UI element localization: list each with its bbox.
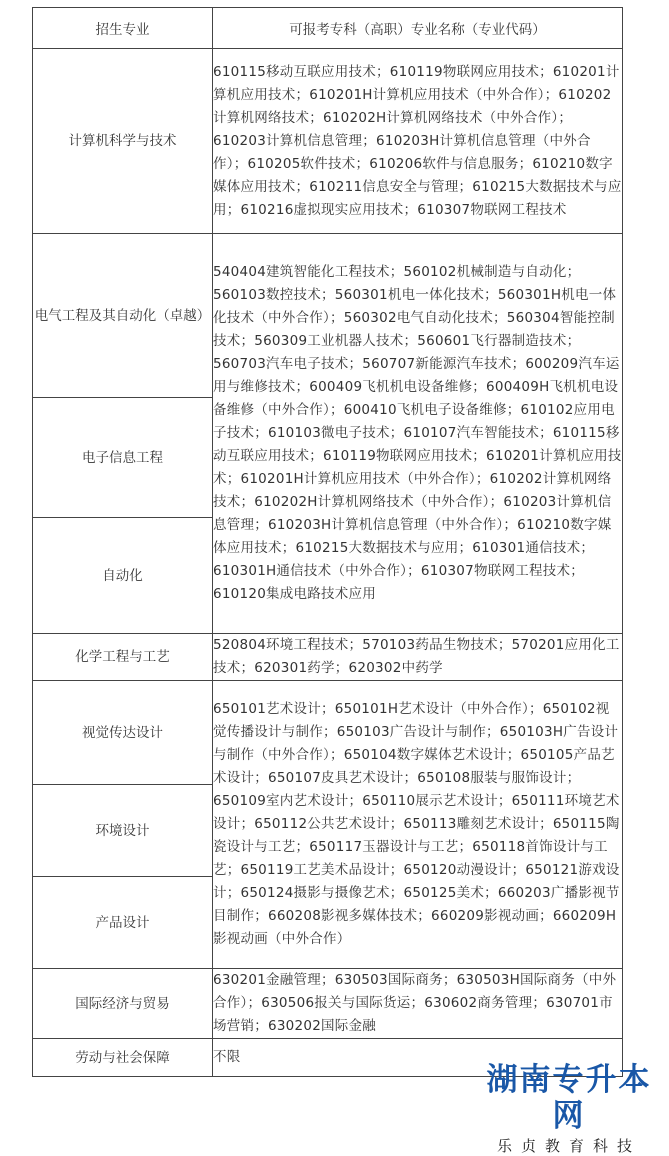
table-header-row xyxy=(33,8,623,49)
brand-subtitle: 乐贞教育科技 xyxy=(496,1137,641,1155)
eligible-majors-cell: 不限 xyxy=(213,1039,623,1077)
major-cell: 电子信息工程 xyxy=(33,398,213,518)
table-row xyxy=(33,234,623,398)
major-cell: 化学工程与工艺 xyxy=(33,634,213,681)
major-cell: 电气工程及其自动化（卓越） xyxy=(33,234,213,398)
major-cell: 环境设计 xyxy=(33,785,213,877)
header-eligible-majors: 可报考专科（高职）专业名称（专业代码） xyxy=(213,8,623,49)
eligible-majors-cell: 540404建筑智能化工程技术；560102机械制造与自动化；560103数控技术；560301机电一体化技术；560301H机电一体化技术（中外合作）；560302电气自动化技术；560304智能控制技术；560309工业机器人技术；560601飞行器制造技术；560703汽车电子技术；560707新能源汽车技术；600209汽车运用与维修技术；600409飞机机电设备维修；600409H飞机机电设备维修（中外合作）；600410飞机电子设备维修；610102应用电子技术；610103微电子技术；610107汽车智能技术；610115移动互联应用技术；610119物联网应用技术；610201计算机应用技术；610201H计算机应用技术（中外合作）；610202计算机网络技术；610202H计算机网络技术（中外合作）；610203计算机信息管理；610203H计算机信息管理（中外合作）；610210数字媒体应用技术；610215大数据技术与应用；610301通信技术；610301H通信技术（中外合作）；610307物联网工程技术；610120集成电路技术应用 xyxy=(213,234,623,634)
eligible-majors-cell: 650101艺术设计；650101H艺术设计（中外合作）；650102视觉传播设计与制作；650103广告设计与制作；650103H广告设计与制作（中外合作）；650104数字媒体艺术设计；650105产品艺术设计；650107皮具艺术设计；650108服装与服饰设计；650109室内艺术设计；650110展示艺术设计；650111环境艺术设计；650112公共艺术设计；650113雕刻艺术设计；650115陶瓷设计与工艺；650117玉器设计与工艺；650118首饰设计与工艺；650119工艺美术品设计；650120动漫设计；650121游戏设计；650124摄影与摄像艺术；650125美术；660203广播影视节目制作；660208影视多媒体技术；660209影视动画；660209H影视动画（中外合作） xyxy=(213,681,623,969)
header-enrollment-major: 招生专业 xyxy=(33,8,213,49)
major-cell: 计算机科学与技术 xyxy=(33,49,213,234)
major-cell: 劳动与社会保障 xyxy=(33,1039,213,1077)
majors-table xyxy=(32,7,623,1077)
eligible-majors-cell: 630201金融管理；630503国际商务；630503H国际商务（中外合作）；630506报关与国际货运；630602商务管理；630701市场营销；630202国际金融 xyxy=(213,969,623,1039)
brand-logo xyxy=(472,1062,666,1156)
table-row xyxy=(33,634,623,681)
eligible-majors-cell: 610115移动互联应用技术；610119物联网应用技术；610201计算机应用技术；610201H计算机应用技术（中外合作）；610202计算机网络技术；610202H计算机网络技术（中外合作）；610203计算机信息管理；610203H计算机信息管理（中外合作）；610205软件技术；610206软件与信息服务；610210数字媒体应用技术；610211信息安全与管理；610215大数据技术与应用；610216虚拟现实应用技术；610307物联网工程技术 xyxy=(213,49,623,234)
brand-title: 湖南专升本网 xyxy=(486,1062,652,1134)
eligible-majors-cell: 520804环境工程技术；570103药品生物技术；570201应用化工技术；620301药学；620302中药学 xyxy=(213,634,623,681)
major-cell: 国际经济与贸易 xyxy=(33,969,213,1039)
table-row xyxy=(33,681,623,785)
table-row xyxy=(33,49,623,234)
major-cell: 自动化 xyxy=(33,518,213,634)
major-cell: 产品设计 xyxy=(33,877,213,969)
table-row xyxy=(33,969,623,1039)
major-cell: 视觉传达设计 xyxy=(33,681,213,785)
